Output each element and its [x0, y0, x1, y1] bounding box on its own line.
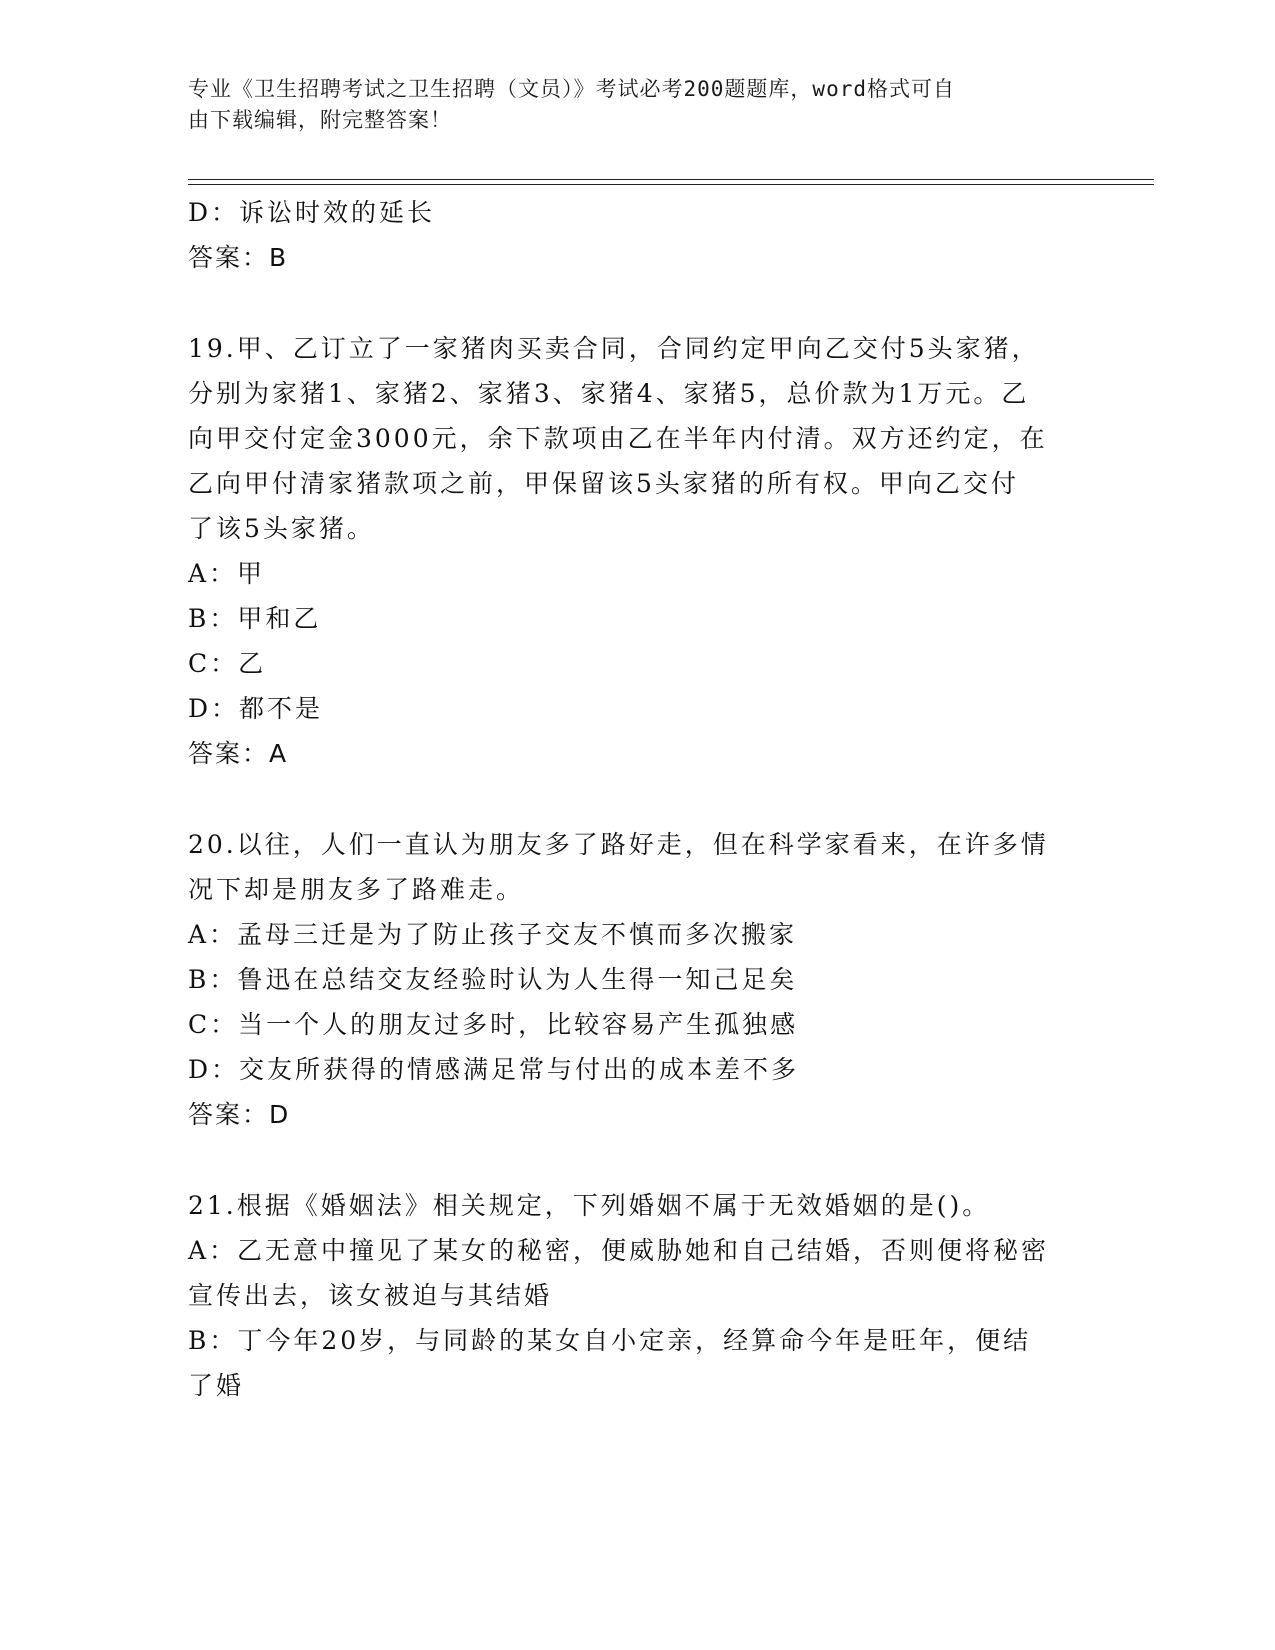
- answer: 答案：A: [188, 739, 289, 768]
- option-b: B：甲和乙: [188, 604, 322, 633]
- option-a-line: A：乙无意中撞见了某女的秘密，便威胁她和自己结婚，否则便将秘密: [188, 1236, 1050, 1265]
- spacer: [188, 776, 1088, 822]
- question-20: [188, 822, 1088, 1137]
- option-d: D：都不是: [188, 694, 324, 723]
- answer: 答案：D: [188, 1100, 291, 1129]
- header-line-1: 专业《卫生招聘考试之卫生招聘（文员）》考试必考200题题库，word格式可自: [188, 77, 955, 101]
- stem-line: 21.根据《婚姻法》相关规定，下列婚姻不属于无效婚姻的是()。: [188, 1191, 991, 1220]
- option-a-line: 宣传出去，该女被迫与其结婚: [188, 1281, 553, 1310]
- option-b-line: B：丁今年20岁，与同龄的某女自小定亲，经算命今年是旺年，便结: [188, 1326, 1032, 1355]
- option-a: A：孟母三迁是为了防止孩子交友不慎而多次搬家: [188, 920, 798, 949]
- document-header: [188, 74, 1068, 136]
- option-d: D：诉讼时效的延长: [188, 198, 436, 227]
- header-divider-top: [188, 179, 1154, 180]
- option-c: C：当一个人的朋友过多时，比较容易产生孤独感: [188, 1010, 799, 1039]
- spacer: [188, 1137, 1088, 1183]
- stem-line: 20.以往，人们一直认为朋友多了路好走，但在科学家看来，在许多情: [188, 830, 1049, 859]
- question-21: [188, 1183, 1088, 1408]
- option-b-line: 了婚: [188, 1371, 245, 1400]
- stem-line: 乙向甲付清家猪款项之前，甲保留该5头家猪的所有权。甲向乙交付: [188, 469, 1019, 498]
- prev-question: [188, 190, 1088, 280]
- option-b: [188, 1318, 1088, 1408]
- question-stem: [188, 1183, 1088, 1228]
- header-divider-bottom: [188, 184, 1154, 185]
- option-b: B：鲁迅在总结交友经验时认为人生得一知己足矣: [188, 965, 798, 994]
- stem-line: 向甲交付定金3000元，余下款项由乙在半年内付清。双方还约定，在: [188, 424, 1048, 453]
- option-a: A：甲: [188, 559, 266, 588]
- stem-line: 况下却是朋友多了路难走。: [188, 875, 525, 904]
- stem-line: 分别为家猪1、家猪2、家猪3、家猪4、家猪5，总价款为1万元。乙: [188, 379, 1030, 408]
- option-a: [188, 1228, 1088, 1318]
- answer: 答案：B: [188, 243, 289, 272]
- stem-line: 了该5头家猪。: [188, 514, 375, 543]
- option-c: C：乙: [188, 649, 267, 678]
- question-stem: [188, 822, 1088, 912]
- question-stem: [188, 326, 1088, 551]
- header-line-2: 由下载编辑，附完整答案！: [188, 108, 452, 132]
- question-19: [188, 326, 1088, 776]
- option-d: D：交友所获得的情感满足常与付出的成本差不多: [188, 1055, 800, 1084]
- document-body: [188, 190, 1088, 1408]
- spacer: [188, 280, 1088, 326]
- stem-line: 19.甲、乙订立了一家猪肉买卖合同，合同约定甲向乙交付5头家猪，: [188, 334, 1040, 363]
